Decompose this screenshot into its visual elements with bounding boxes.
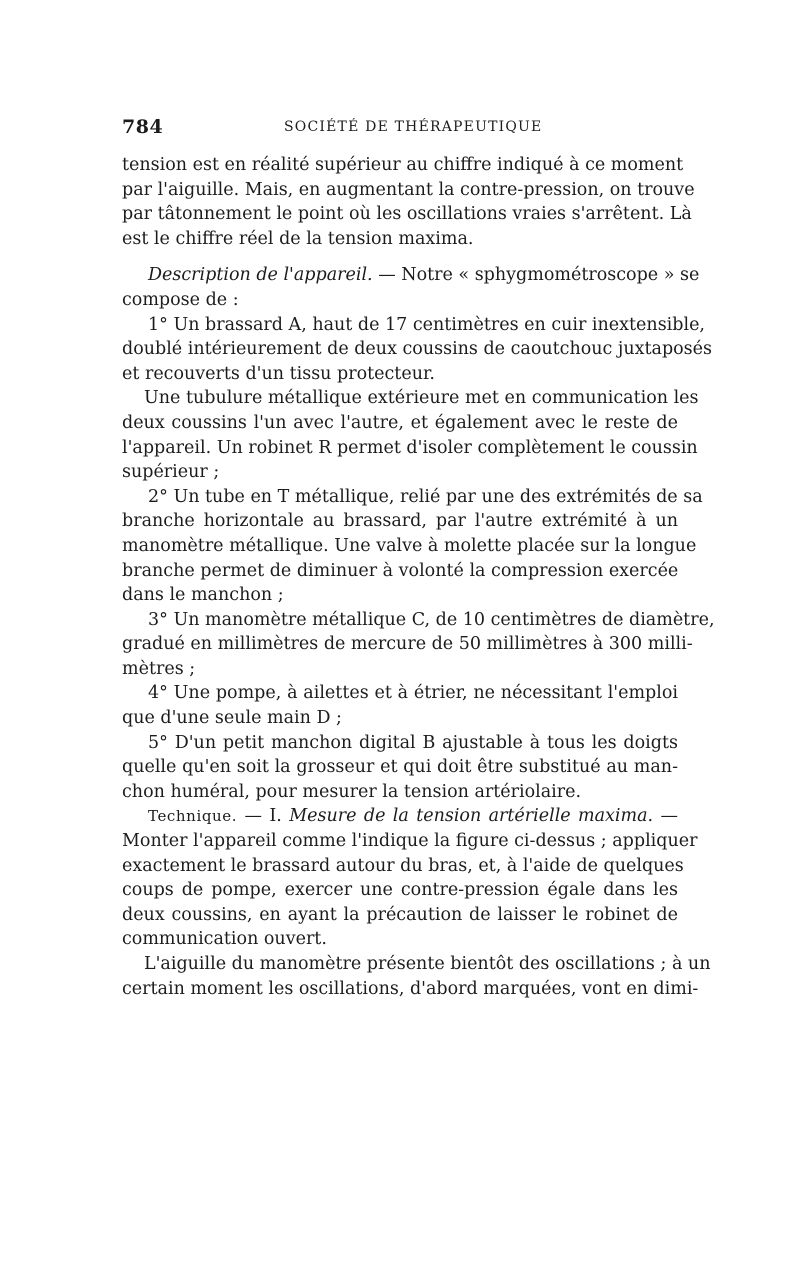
- text-line: coups de pompe, exercer une contre-pression égale dans les: [122, 880, 678, 901]
- text-line: deux coussins l'un avec l'autre, et également avec le reste de: [122, 412, 678, 433]
- text-line: Une tubulure métallique extérieure met en communication les: [144, 388, 699, 409]
- body-text: [122, 153, 715, 1001]
- text-line: certain moment les oscillations, d'abord marquées, vont en dimi-: [122, 978, 699, 999]
- text-line: compose de :: [122, 289, 239, 310]
- text-line: mètres ;: [122, 658, 196, 679]
- text-line: doublé intérieurement de deux coussins de caoutchouc juxtaposés: [122, 339, 713, 360]
- text-line: deux coussins, en ayant la précaution de laisser le robinet de: [122, 904, 678, 925]
- text-line: L'aiguille du manomètre présente bientôt des oscillations ; à un: [144, 954, 711, 974]
- section-title: Description de l'appareil.: [148, 265, 373, 286]
- technique-label: Technique.: [148, 807, 238, 826]
- running-title: SOCIÉTÉ DE THÉRAPEUTIQUE: [284, 119, 543, 135]
- page-header: [122, 116, 680, 142]
- text-line: et recouverts d'un tissu protecteur.: [122, 363, 435, 384]
- list-item-5: 5° D'un petit manchon digital B ajustable à tous les doigts: [148, 732, 678, 753]
- text-line: tension est en réalité supérieur au chiffre indiqué à ce moment: [122, 155, 684, 175]
- technique-heading-line: Technique. — I. Mesure de la tension artérielle maxima. —: [148, 806, 678, 827]
- text-line: manomètre métallique. Une valve à molette placée sur la longue: [122, 535, 697, 556]
- text-line: par l'aiguille. Mais, en augmentant la contre-pression, on trouve: [122, 179, 695, 200]
- list-item-1: 1° Un brassard A, haut de 17 centimètres en cuir inextensible,: [148, 314, 705, 335]
- text-line: supérieur ;: [122, 462, 220, 483]
- list-item-2: 2° Un tube en T métallique, relié par une des extrémités de sa: [148, 486, 703, 507]
- text-line: dans le manchon ;: [122, 585, 284, 606]
- text-line: quelle qu'en soit la grosseur et qui doit être substitué au man-: [122, 757, 678, 778]
- text-line: exactement le brassard autour du bras, et, à l'aide de quelques: [122, 855, 684, 876]
- text-line: communication ouvert.: [122, 929, 327, 950]
- text-line: est le chiffre réel de la tension maxima.: [122, 228, 474, 249]
- text-line: branche permet de diminuer à volonté la compression exercée: [122, 560, 679, 581]
- text-line: gradué en millimètres de mercure de 50 millimètres à 300 milli-: [122, 634, 693, 655]
- technique-subtitle: Mesure de la tension artérielle maxima.: [289, 806, 654, 827]
- text-line: chon huméral, pour mesurer la tension artériolaire.: [122, 781, 582, 802]
- page-number: 784: [122, 116, 164, 138]
- list-item-4: 4° Une pompe, à ailettes et à étrier, ne nécessitant l'emploi: [148, 683, 678, 704]
- section-heading-line: Description de l'appareil. — Notre « sphygmométroscope » se: [148, 265, 700, 286]
- text-line: Monter l'appareil comme l'indique la figure ci-dessus ; appliquer: [122, 831, 698, 852]
- text-line: par tâtonnement le point où les oscillations vraies s'arrêtent. Là: [122, 204, 692, 225]
- text-line: branche horizontale au brassard, par l'autre extrémité à un: [122, 511, 678, 532]
- list-item-3: 3° Un manomètre métallique C, de 10 centimètres de diamètre,: [148, 609, 715, 630]
- text-line: l'appareil. Un robinet R permet d'isoler complètement le coussin: [122, 437, 698, 458]
- text-line: que d'une seule main D ;: [122, 708, 342, 729]
